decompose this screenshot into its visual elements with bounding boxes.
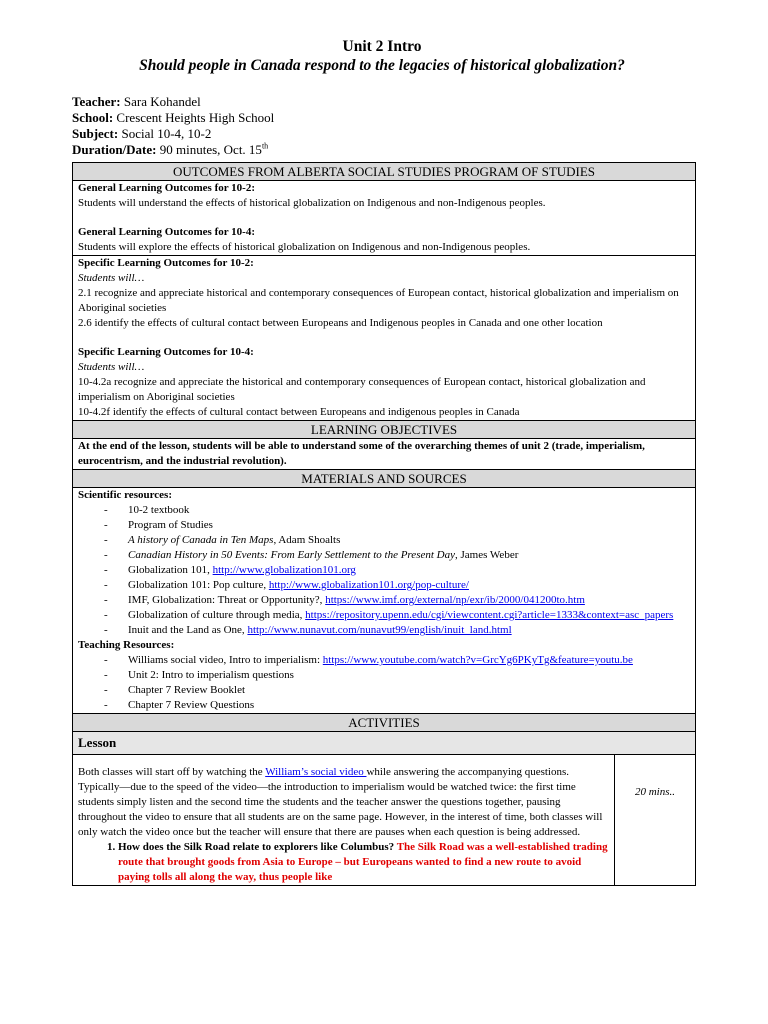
resource-item: - Globalization 101: Pop culture, http://www.globalization101.org/pop-culture/ [104,578,690,593]
lesson-paragraph: Both classes will start off by watching the William’s social video while answering the accompanying questions. Typically—due to the speed of the video—the introduction to imperialism would be watched twice: the first time students simply listen and the second time the students and the teacher answer the questions together, pausing throughout the video to ensure that all students are on the same page. However, in the interest of time, both classes will only watch the video once but the teacher will ensure that there are pauses when each question is being addressed. [78,766,603,838]
teacher-line: Teacher: Sara Kohandel [72,94,201,109]
objectives-text: At the end of the lesson, students will be able to understand some of the overarching themes of unit 2 (trade, imperialism, eurocentrism, and the industrial revolution). [73,439,696,470]
teaching-resources-label: Teaching Resources: [78,639,175,651]
general-outcomes-cell [73,181,696,256]
resource-item: - Inuit and the Land as One, http://www.nunavut.com/nunavut99/english/inuit_land.html [104,623,690,638]
question-list [78,840,609,885]
resource-link[interactable]: https://www.youtube.com/watch?v=GrcYg6PKyTg&feature=youtu.be [322,654,633,666]
resource-item: - Williams social video, Intro to imperialism: https://www.youtube.com/watch?v=GrcYg6PKyTg&feature=youtu.be [104,653,690,668]
page-subtitle: Should people in Canada respond to the legacies of historical globalization? [139,57,625,74]
resource-item: - A history of Canada in Ten Maps, Adam Shoalts [104,533,690,548]
resource-item: - Globalization of culture through media, https://repository.upenn.edu/cgi/viewcontent.cgi?article=1333&context=asc_papers [104,608,690,623]
subject-name: Social 10-4, 10-2 [121,126,212,141]
school-name: Crescent Heights High School [116,110,275,125]
duration-line: Duration/Date: 90 minutes, Oct. 15th [72,141,269,157]
resource-link[interactable]: https://repository.upenn.edu/cgi/viewcontent.cgi?article=1333&context=asc_papers [305,609,674,621]
glo-102-label: General Learning Outcomes for 10-2: [78,182,255,194]
objectives-heading: LEARNING OBJECTIVES [73,421,696,439]
slo-104-item: 10-4.2f identify the effects of cultural contact between Europeans and indigenous peoples in Canada [78,406,520,418]
slo-102-label: Specific Learning Outcomes for 10-2: [78,257,254,269]
lesson-body [73,755,615,886]
slo-102-item: 2.1 recognize and appreciate historical and contemporary consequences of European contact, historical globalization and imperialism on Aboriginal societies [78,287,679,314]
resource-item: - Program of Studies [104,518,690,533]
slo-102-item: 2.6 identify the effects of cultural contact between Europeans and Indigenous peoples in Canada and one other location [78,317,603,329]
resource-link[interactable]: http://www.nunavut.com/nunavut99/english/inuit_land.html [247,624,512,636]
resource-item: - IMF, Globalization: Threat or Opportunity?, https://www.imf.org/external/np/exr/ib/2000/041200to.htm [104,593,690,608]
teacher-name: Sara Kohandel [123,94,201,109]
resource-link[interactable]: https://www.imf.org/external/np/exr/ib/2000/041200to.htm [325,594,585,606]
scientific-resources-label: Scientific resources: [78,489,172,501]
glo-104-text: Students will explore the effects of historical globalization on Indigenous and non-Indigenous peoples. [78,241,531,253]
lesson-plan-page [72,38,692,886]
slo-104-item: 10-4.2a recognize and appreciate the historical and contemporary consequences of European contact, historical globalization and imperialism on Aboriginal societies [78,376,646,403]
slo-102-intro: Students will… [78,272,145,284]
resource-item: - Chapter 7 Review Questions [104,698,690,713]
scientific-resources-list [78,503,690,638]
lesson-heading: Lesson [73,732,696,755]
lesson-table [72,162,696,886]
resource-item: - Unit 2: Intro to imperialism questions [104,668,690,683]
resource-link[interactable]: http://www.globalization101.org/pop-culture/ [268,579,469,591]
subject-line: Subject: Social 10-4, 10-2 [72,126,212,141]
williams-video-link[interactable]: William’s social video [265,766,367,778]
resource-item: - Canadian History in 50 Events: From Early Settlement to the Present Day, James Weber [104,548,690,563]
question-text: How does the Silk Road relate to explorers like Columbus? [118,841,395,853]
materials-heading: MATERIALS AND SOURCES [73,470,696,488]
resource-item: - Globalization 101, http://www.globalization101.org [104,563,690,578]
resource-link[interactable]: http://www.globalization101.org [212,564,356,576]
school-line: School: Crescent Heights High School [72,110,275,125]
specific-outcomes-cell [73,256,696,421]
materials-cell [73,488,696,714]
resource-item: - Chapter 7 Review Booklet [104,683,690,698]
duration-value: 90 minutes, Oct. 15 [159,142,262,157]
lesson-meta [72,94,692,158]
activities-heading: ACTIVITIES [73,714,696,732]
teaching-resources-list [78,653,690,713]
question-item [118,840,609,885]
answer-text: The Silk Road was a well-established trading route that brought goods from Asia to Europe – but Europeans wanted to find a new route to avoid paying tolls all along the way, thus people like [118,841,608,883]
glo-104-label: General Learning Outcomes for 10-4: [78,226,255,238]
slo-104-intro: Students will… [78,361,145,373]
resource-item: - 10-2 textbook [104,503,690,518]
slo-104-label: Specific Learning Outcomes for 10-4: [78,346,254,358]
outcomes-heading: OUTCOMES FROM ALBERTA SOCIAL STUDIES PROGRAM OF STUDIES [73,163,696,181]
page-title: Unit 2 Intro [342,38,422,55]
glo-102-text: Students will understand the effects of historical globalization on Indigenous and non-Indigenous peoples. [78,197,546,209]
time-allocation: 20 mins.. [615,755,696,886]
